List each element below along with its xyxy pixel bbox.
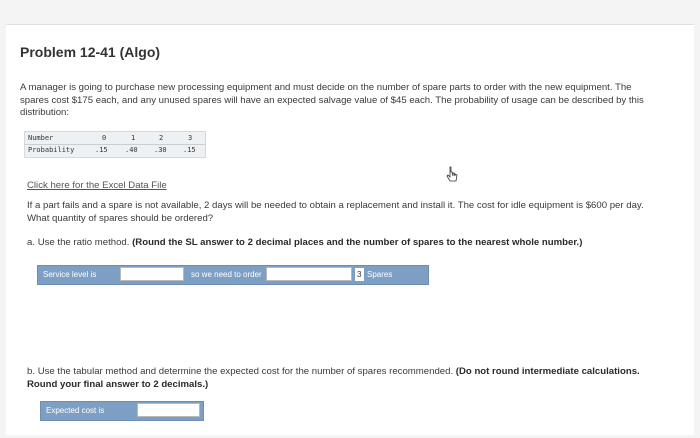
excel-data-link[interactable]: Click here for the Excel Data File: [27, 180, 167, 191]
number-cell: 1: [131, 134, 136, 142]
expected-cost-label: Expected cost is: [46, 406, 105, 415]
probability-cell: .40: [125, 146, 138, 154]
distribution-table: [24, 131, 206, 158]
part-b-question: [27, 366, 667, 391]
probability-cell: .30: [154, 146, 167, 154]
part-b-text: Use the tabular method and determine the expected cost for the number of spares recommended.: [37, 366, 454, 377]
probability-cell: .15: [183, 146, 196, 154]
probability-header: Probability: [28, 146, 75, 154]
number-cell: 2: [159, 134, 164, 142]
problem-intro: A manager is going to purchase new processing equipment and must decide on the number of spare parts to order with the new equipment. The spares cost $175 each, and any unused spares will have an expected salvage value of $45 each. The probability of usage can be described by this distribution:: [20, 82, 644, 118]
number-cell: 3: [188, 134, 193, 142]
part-a-question: [27, 237, 667, 248]
part-a-prefix: a.: [27, 237, 36, 248]
spares-unit-label: Spares: [367, 270, 393, 279]
problem-title: Problem 12-41 (Algo): [20, 44, 161, 60]
probability-row: [25, 145, 205, 156]
service-level-label: Service level is: [43, 270, 97, 279]
scenario-text: If a part fails and a spare is not available, 2 days will be needed to obtain a replacement and install it. The cost for idle equipment is $600 per day. What quantity of spares should be ordered?: [27, 200, 644, 224]
number-header: Number: [28, 134, 54, 142]
order-blank-input[interactable]: [266, 267, 352, 281]
spares-quantity-field[interactable]: 3: [355, 268, 364, 281]
pointer-cursor-icon: [445, 166, 459, 184]
part-a-instruction: (Round the SL answer to 2 decimal places and the number of spares to the nearest whole number.): [132, 237, 583, 248]
order-label: so we need to order: [191, 270, 262, 279]
service-level-input[interactable]: [120, 267, 184, 281]
part-b-instruction: (Do not round intermediate calculations. Round your final answer to 2 decimals.): [27, 366, 640, 390]
number-cell: 0: [102, 134, 107, 142]
probability-cell: .15: [95, 146, 108, 154]
number-row: [25, 133, 205, 145]
part-b-prefix: b.: [27, 366, 36, 377]
part-a-text: Use the ratio method.: [37, 237, 130, 248]
expected-cost-input[interactable]: [137, 403, 200, 417]
